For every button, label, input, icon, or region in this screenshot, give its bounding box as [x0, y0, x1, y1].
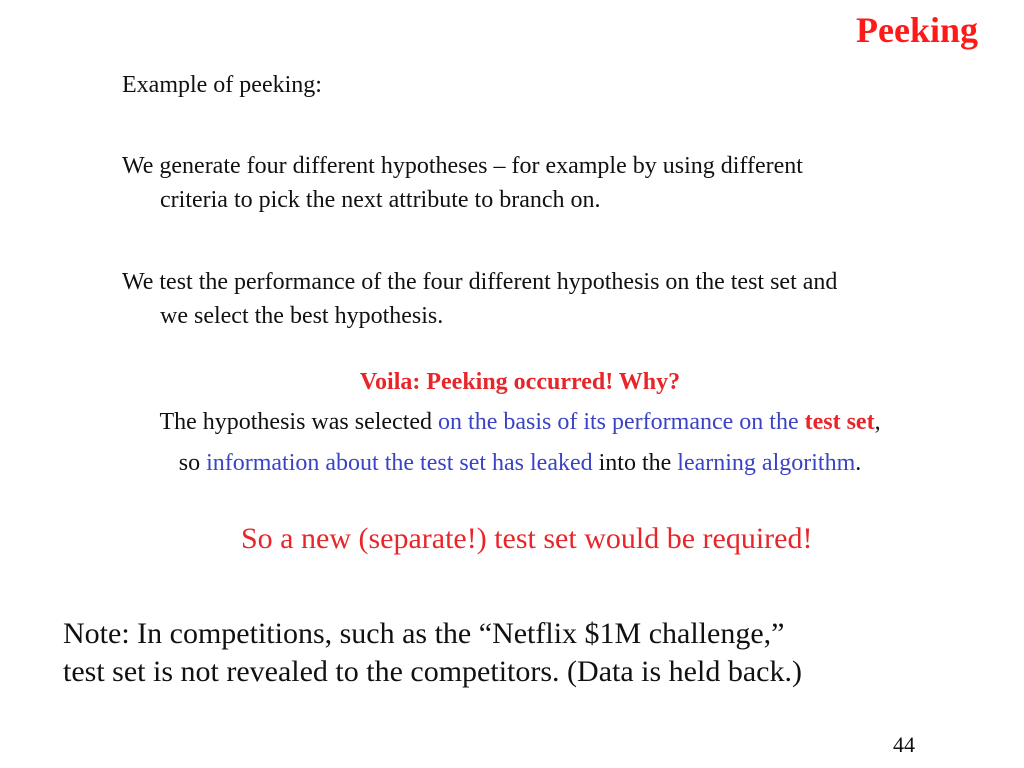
- conclusion-text: So a new (separate!) test set would be required!: [241, 522, 813, 555]
- reason-line2-so: so: [178, 450, 207, 476]
- page-number: 44: [893, 732, 915, 757]
- paragraph-hypotheses-line1: We generate four different hypotheses – for example by using different: [122, 153, 803, 179]
- reason-line2-leaked: information about the test set has leaked: [206, 450, 593, 476]
- paragraph-test-performance: [122, 265, 837, 333]
- paragraph-test-performance-line2: we select the best hypothesis.: [160, 303, 444, 329]
- reason-line1-basis: on the basis of its performance on the: [438, 409, 805, 435]
- reason-line1-comma: ,: [874, 409, 881, 435]
- paragraph-test-performance-line1: We test the performance of the four different hypothesis on the test set and: [122, 269, 838, 295]
- netflix-note-line2: test set is not revealed to the competitors. (Data is held back.): [63, 655, 802, 688]
- reason-line2-into: into the: [592, 450, 678, 476]
- netflix-note: [63, 615, 802, 691]
- reason-line1-test-set: test set: [804, 409, 875, 435]
- reason-line2-learning-algorithm: learning algorithm: [677, 450, 856, 476]
- paragraph-hypotheses: [122, 149, 803, 217]
- reason-line1-plain: The hypothesis was selected: [159, 409, 439, 435]
- netflix-note-line1: Note: In competitions, such as the “Netflix $1M challenge,”: [63, 617, 785, 650]
- reason-line1: [0, 409, 1024, 436]
- voila-heading: Voila: Peeking occurred! Why?: [359, 369, 681, 395]
- slide-title: Peeking: [856, 10, 978, 50]
- reason-line2: [0, 450, 1024, 477]
- reason-line2-period: .: [855, 450, 862, 476]
- paragraph-hypotheses-line2: criteria to pick the next attribute to branch on.: [160, 187, 601, 213]
- intro-text: Example of peeking:: [122, 72, 322, 98]
